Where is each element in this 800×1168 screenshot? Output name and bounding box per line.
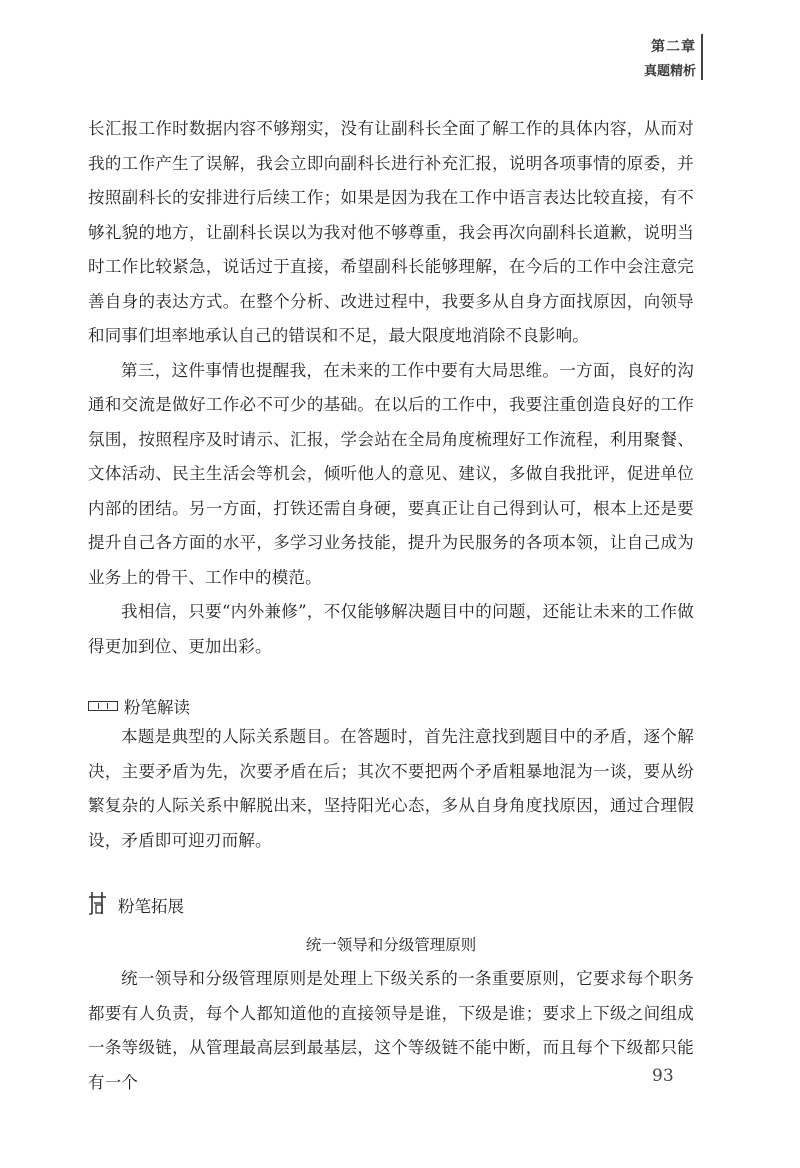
- extend-title: 粉笔拓展: [118, 897, 184, 916]
- interpret-paragraph: 本题是典型的人际关系题目。在答题时，首先注意找到题目中的矛盾，逐个解决，主要矛盾为先，次要矛盾在后；其次不要把两个矛盾粗暴地混为一谈，要从纷繁复杂的人际关系中解脱出来，坚持阳光心态，多从自身角度找原因，通过合理假设，矛盾即可迎刃而解。: [88, 727, 694, 850]
- body-paragraph: 我相信，只要“内外兼修”，不仅能够解决题目中的问题，还能让未来的工作做得更加到位、更加出彩。: [88, 602, 694, 656]
- extend-subtitle: 统一领导和分级管理原则: [305, 936, 477, 954]
- body-paragraph-continued: 长汇报工作时数据内容不够翔实，没有让副科长全面了解工作的具体内容，从而对我的工作产生了误解，我会立即向副科长进行补充汇报，说明各项事情的原委，并按照副科长的安排进行后续工作；如果是因为我在工作中语言表达比较直接，有不够礼貌的地方，让副科长误以为我对他不够尊重，我会再次向副科长道歉，说明当时工作比较紧急，说话过于直接，希望副科长能够理解，在今后的工作中会注意完善自身的表达方式。在整个分析、改进过程中，我要多从自身方面找原因，向领导和同事们坦率地承认自己的错误和不足，最大限度地消除不良影响。: [88, 119, 694, 345]
- running-header: [644, 36, 696, 79]
- interpret-icon: [88, 701, 118, 711]
- page-content: [88, 112, 694, 1100]
- extend-heading: [88, 890, 694, 920]
- header-divider: [701, 34, 703, 80]
- section-label: 真题精析: [643, 64, 696, 79]
- extend-paragraph: 统一领导和分级管理原则是处理上下级关系的一条重要原则，它要求每个职务都要有人负责，每个人都知道他的直接领导是谁，下级是谁；要求上下级之间组成一条等级链，从管理最高层到最基层，这个等级链不能中断，而且每个下级都只能有一个: [88, 969, 694, 1092]
- page-number: 93: [652, 1066, 674, 1086]
- interpret-heading: [88, 694, 694, 718]
- interpret-title: 粉笔解读: [124, 698, 190, 717]
- extend-icon: [88, 890, 110, 920]
- chapter-label: 第二章: [651, 39, 696, 55]
- body-paragraph: 第三，这件事情也提醒我，在未来的工作中要有大局思维。一方面，良好的沟通和交流是做好工作必不可少的基础。在以后的工作中，我要注重创造良好的工作氛围，按照程序及时请示、汇报，学会站在全局角度梳理好工作流程，利用聚餐、文体活动、民主生活会等机会，倾听他人的意见、建议，多做自我批评，促进单位内部的团结。另一方面，打铁还需自身硬，要真正让自己得到认可，根本上还是要提升自己各方面的水平，多学习业务技能，提升为民服务的各项本领，让自己成为业务上的骨干、工作中的模范。: [88, 360, 694, 587]
